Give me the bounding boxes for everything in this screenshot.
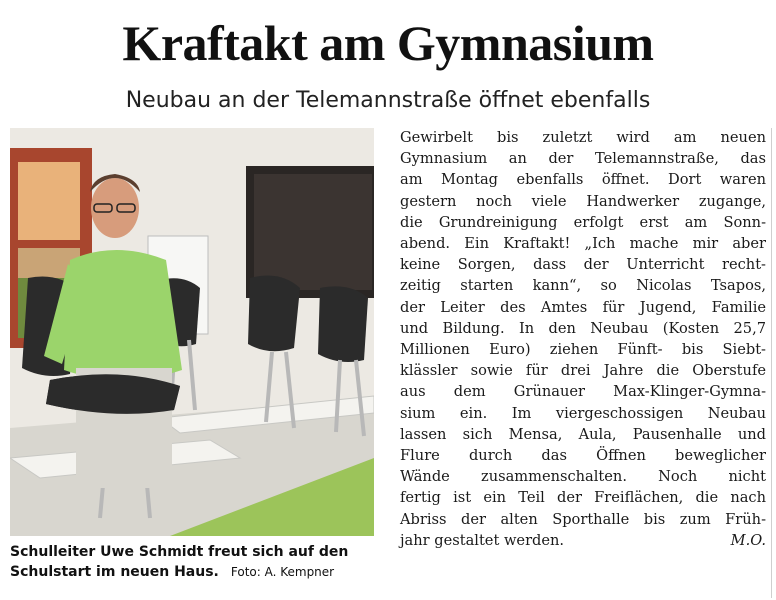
body-line-last: [400, 530, 766, 551]
column-divider: [771, 128, 772, 598]
body-line: jahr gestaltet werden.: [400, 531, 565, 549]
caption-text-line2: Schulstart im neuen Haus.: [10, 564, 219, 580]
photo-caption: [10, 542, 382, 582]
body-line: am Montag ebenfalls öffnet. Dort waren: [400, 171, 766, 189]
body-line: gestern noch viele Handwerker zugange,: [400, 192, 766, 210]
caption-text-line1: Schulleiter Uwe Schmidt freut sich auf den: [10, 544, 349, 560]
author-initials: M.O.: [730, 531, 766, 549]
body-line: die Grundreinigung erfolgt erst am Sonn-: [400, 213, 766, 231]
body-line: lassen sich Mensa, Aula, Pausenhalle und: [400, 425, 766, 443]
article-headline: Kraftakt am Gymnasium: [122, 15, 654, 71]
body-line: Wände zusammenschalten. Noch nicht: [400, 468, 766, 486]
body-line: fertig ist ein Teil der Freiflächen, die nach: [400, 489, 766, 507]
body-line: der Leiter des Amtes für Jugend, Familie: [400, 298, 766, 316]
body-line: Gymnasium an der Telemannstraße, das: [400, 150, 766, 168]
body-line: Millionen Euro) ziehen Fünft- bis Siebt-: [400, 341, 766, 359]
body-line: und Bildung. In den Neubau (Kosten 25,7: [400, 319, 766, 337]
body-line: zeitig starten kann“, so Nicolas Tsapos,: [400, 277, 766, 295]
article-subheadline: Neubau an der Telemannstraße öffnet ebenfalls: [125, 88, 651, 113]
body-line: Flure durch das Öffnen beweglicher: [400, 447, 766, 465]
article-body: [400, 127, 766, 551]
body-line: sium ein. Im viergeschossigen Neubau: [400, 404, 766, 422]
body-line: klässler sowie für drei Jahre die Oberstufe: [400, 362, 766, 380]
photo-credit: Foto: A. Kempner: [230, 565, 335, 579]
body-line: Gewirbelt bis zuletzt wird am neuen: [400, 129, 766, 146]
body-line: abend. Ein Kraftakt! „Ich mache mir aber: [400, 235, 766, 253]
body-line: aus dem Grünauer Max-Klinger-Gymna-: [400, 383, 766, 401]
article-photo: [10, 128, 374, 536]
body-line: keine Sorgen, dass der Unterricht recht-: [400, 256, 766, 274]
body-line: Abriss der alten Sporthalle bis zum Früh-: [400, 510, 766, 528]
